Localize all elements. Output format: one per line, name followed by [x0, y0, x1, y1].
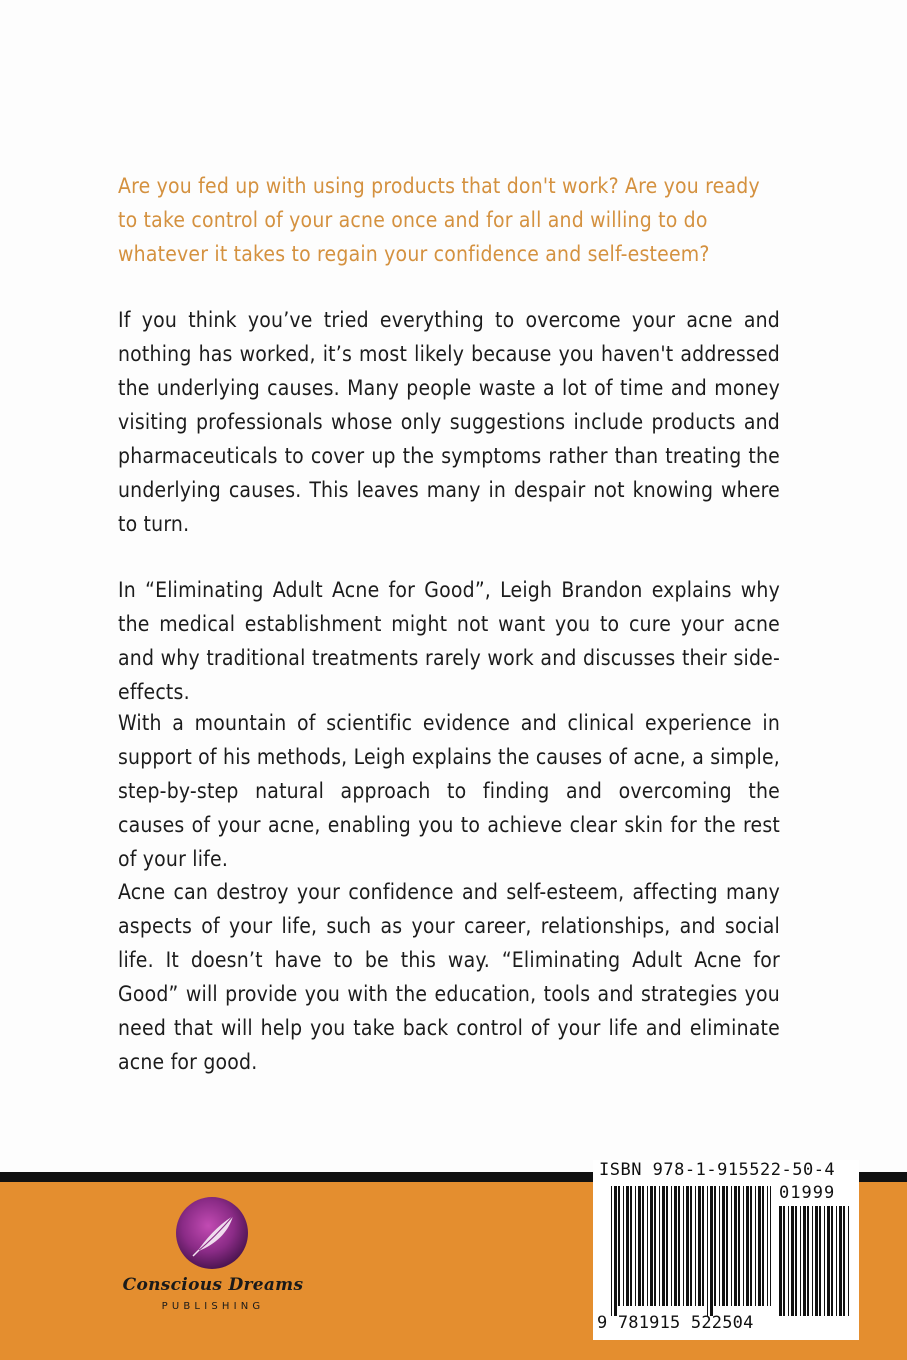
barcode-bar: [726, 1186, 728, 1306]
barcode-bar: [770, 1186, 771, 1306]
barcode-bar: [746, 1186, 749, 1306]
barcode-bar: [800, 1206, 801, 1316]
barcode-bar: [654, 1186, 656, 1306]
barcode-bar: [803, 1206, 806, 1316]
barcode-bar: [815, 1206, 818, 1316]
barcode-bar: [839, 1206, 842, 1316]
lead-paragraph: Are you fed up with using products that don't work? Are you ready to take control of your acne once and for all and willing to do whatever it takes to regain your confidence and self-esteem?: [118, 174, 760, 266]
barcode-bar: [755, 1186, 756, 1306]
barcode-bar: [795, 1206, 797, 1316]
barcode-bar: [714, 1186, 716, 1306]
barcode-bar: [702, 1186, 704, 1306]
barcode-bar: [710, 1186, 713, 1316]
barcode-bar: [827, 1206, 830, 1316]
barcode-bar: [824, 1206, 825, 1316]
barcode-bar: [836, 1206, 837, 1316]
barcode-bar: [758, 1186, 761, 1306]
barcode-bar: [671, 1186, 672, 1306]
price-code: 01999: [779, 1183, 836, 1203]
barcode-bar: [659, 1186, 660, 1306]
publisher-logo: [118, 1183, 308, 1323]
publisher-name: Conscious Dreams: [122, 1275, 304, 1295]
barcode-bar: [650, 1186, 653, 1306]
isbn-label: ISBN 978-1-915522-50-4: [599, 1160, 836, 1180]
barcode-bar: [722, 1186, 725, 1306]
body-paragraph-2: In “Eliminating Adult Acne for Good”, Leigh Brandon explains why the medical establishment might not want you to cure your acne and why traditional treatments rarely work and discusses their side-effects.: [118, 578, 780, 704]
barcode-bar: [779, 1206, 782, 1316]
barcode-bar: [662, 1186, 665, 1306]
barcode-bar: [783, 1206, 785, 1316]
barcode-bar: [614, 1186, 617, 1316]
barcode-bar: [626, 1186, 629, 1306]
body-paragraph-1: If you think you’ve tried everything to overcome your acne and nothing has worked, it’s most likely because you haven't addressed the underlying causes. Many people waste a lot of time and money visiting professionals whose only suggestions include products and pharmaceuticals to cover up the symptoms rather than treating the underlying causes. This leaves many in despair not knowing where to turn.: [118, 308, 780, 536]
barcode-bar: [734, 1186, 737, 1306]
barcode-bar: [762, 1186, 764, 1306]
barcode-bar: [819, 1206, 821, 1316]
barcode-bar: [678, 1186, 680, 1306]
barcode-bar: [611, 1186, 612, 1316]
barcode-bar: [743, 1186, 744, 1306]
barcode-bar: [698, 1186, 701, 1306]
barcode-bar: [690, 1186, 692, 1306]
ean-number: 9 781915 522504: [597, 1313, 754, 1333]
barcode-bar: [719, 1186, 720, 1306]
barcode-bar: [738, 1186, 740, 1306]
barcode-bar: [686, 1186, 689, 1306]
barcode-bar: [812, 1206, 813, 1316]
barcode-bar: [843, 1206, 845, 1316]
barcode-bar: [638, 1186, 641, 1306]
barcode-bar: [731, 1186, 732, 1306]
barcode-bar: [683, 1186, 684, 1306]
body-paragraph-4: Acne can destroy your confidence and self-esteem, affecting many aspects of your life, such as your career, relationships, and social life. It doesn’t have to be this way. “Eliminating Adult Acne for Good” will provide you with the education, tools and strategies you need that will help you take back control of your life and eliminate acne for good.: [118, 880, 780, 1074]
barcode-bar: [791, 1206, 794, 1316]
barcode-bar: [788, 1206, 789, 1316]
barcode-bar: [618, 1186, 620, 1306]
barcode-bar: [666, 1186, 668, 1306]
barcode-bar: [750, 1186, 752, 1306]
barcode-bar: [807, 1206, 809, 1316]
feather-circle-icon: [175, 1196, 249, 1270]
isbn-barcode: [593, 1160, 859, 1340]
barcode-bar: [642, 1186, 644, 1306]
barcode-bar: [623, 1186, 624, 1306]
barcode-bar: [767, 1186, 768, 1306]
barcode-bar: [831, 1206, 833, 1316]
barcode-bar: [707, 1186, 708, 1316]
barcode-bar: [674, 1186, 677, 1306]
barcode-bar: [647, 1186, 648, 1306]
publisher-subtitle: PUBLISHING: [161, 1301, 265, 1312]
barcode-bar: [630, 1186, 632, 1306]
barcode-bar: [695, 1186, 696, 1306]
barcode-bar: [848, 1206, 849, 1316]
body-paragraph-3: With a mountain of scientific evidence and clinical experience in support of his methods, Leigh explains the causes of acne, a simple, step-by-step natural approach to finding and overcoming the causes of your acne, enabling you to achieve clear skin for the rest of your life.: [118, 711, 780, 871]
barcode-bar: [635, 1186, 636, 1306]
